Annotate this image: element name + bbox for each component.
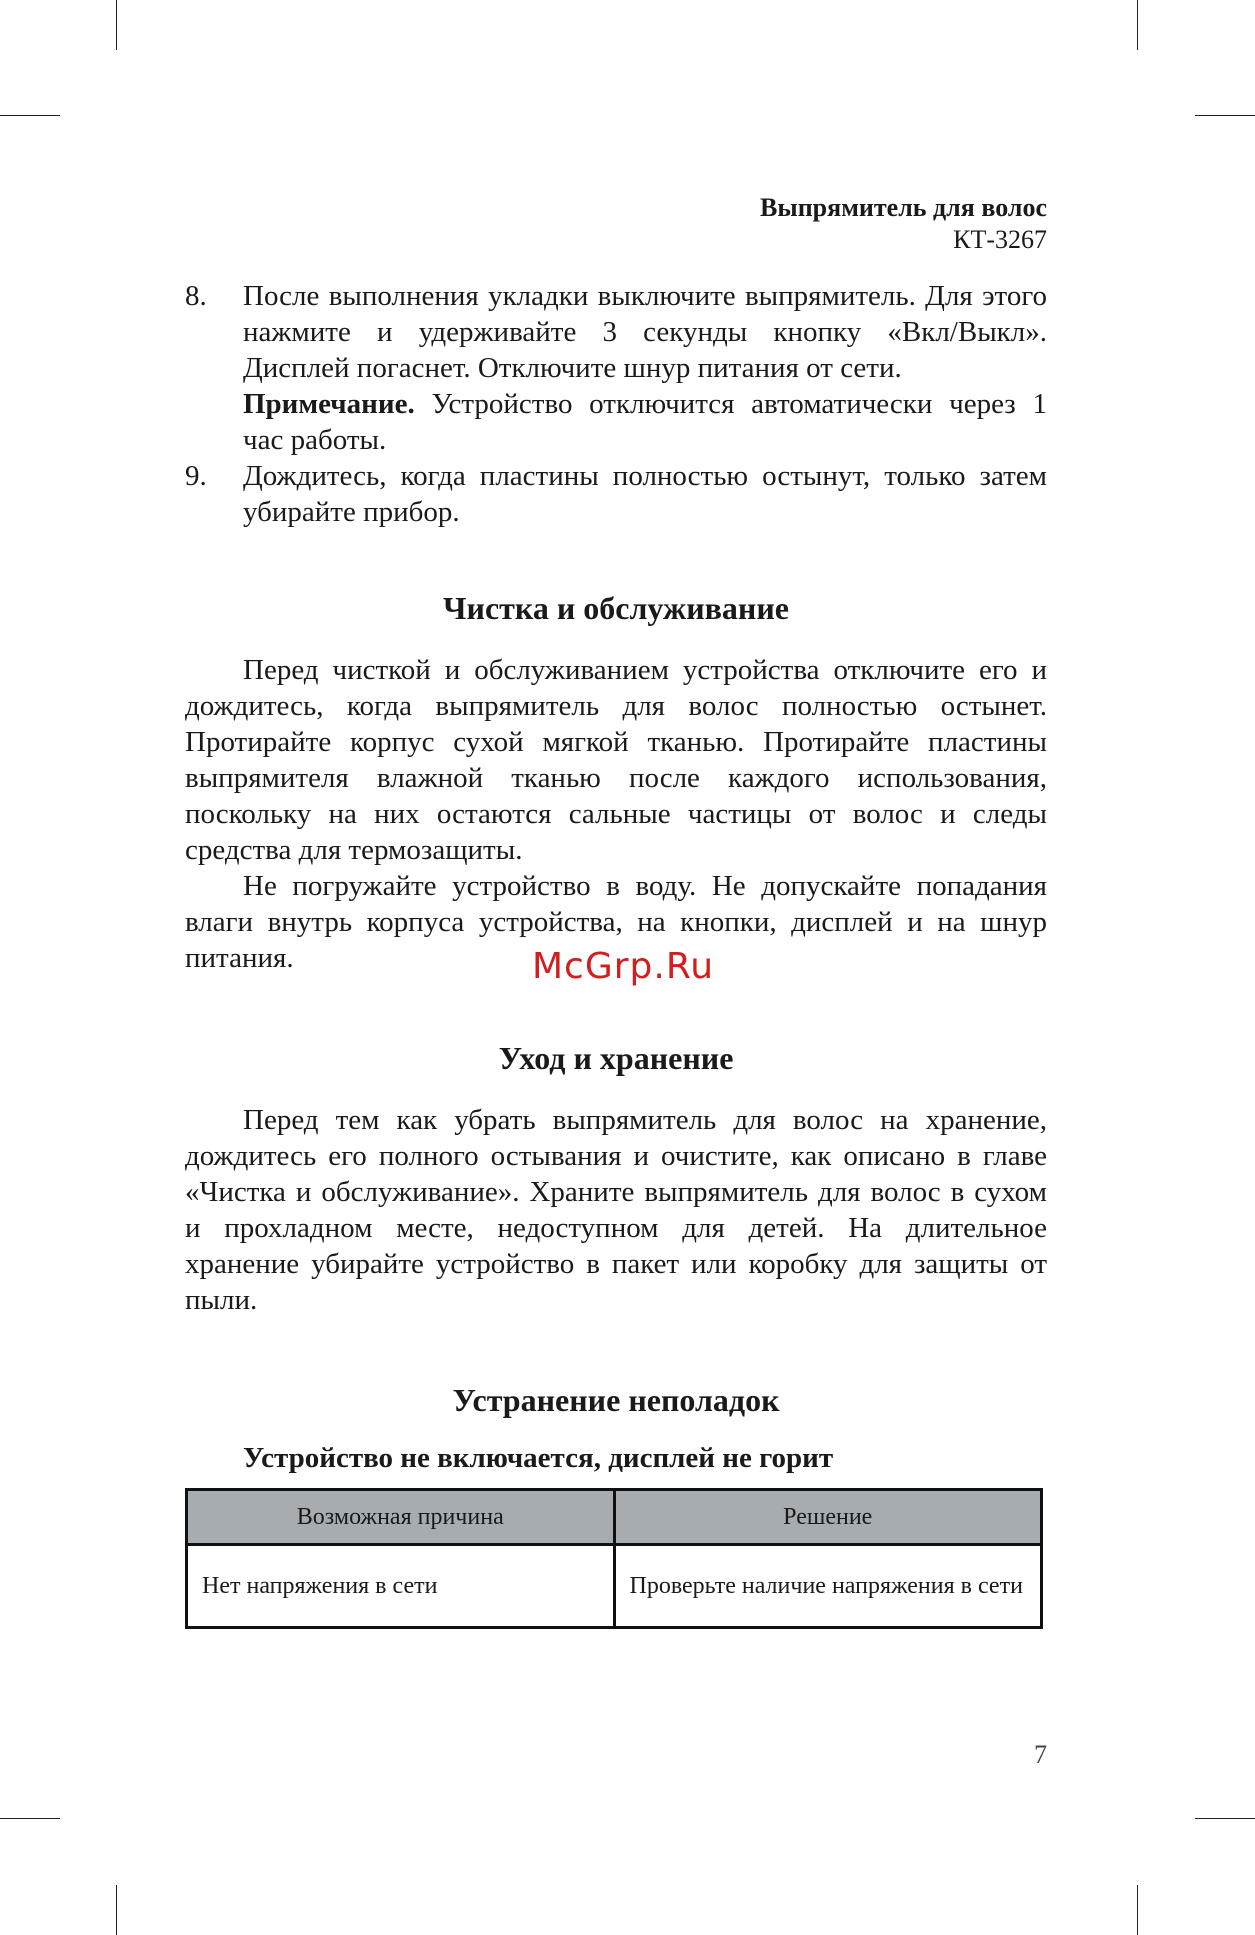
section-heading-storage: Уход и хранение xyxy=(498,1040,734,1076)
list-text: Дождитесь, когда пластины полностью остынут, только затем убирайте прибор. xyxy=(243,460,1047,528)
crop-mark xyxy=(0,1818,60,1819)
watermark: McGrp.Ru xyxy=(532,946,715,987)
list-item xyxy=(185,458,1047,530)
crop-mark xyxy=(1195,1818,1255,1819)
troubleshooting-table xyxy=(185,1488,1043,1629)
section-heading-troubleshooting: Устранение неполадок xyxy=(452,1382,780,1418)
header-title: Выпрямитель для волос xyxy=(760,193,1047,222)
note-label: Примечание. xyxy=(243,388,415,420)
column-header-cause: Возможная причина xyxy=(187,1490,615,1545)
problem-heading: Устройство не включается, дисплей не горит xyxy=(243,1442,834,1474)
list-item xyxy=(185,278,1047,458)
header-model: КТ-3267 xyxy=(953,225,1047,254)
page-number: 7 xyxy=(1034,1740,1047,1769)
paragraph: Перед чисткой и обслуживанием устройства отключите его и дождитесь, когда выпрямитель для волос полностью остынет. Протирайте корпус сухой мягкой тканью. Протирайте пластины выпрямителя влажной тканью после каждого использования, поскольку на них остаются сальные частицы от волос и следы средства для термозащиты. xyxy=(185,654,1047,866)
list-number: 9. xyxy=(185,460,207,492)
note-text: Устройство отключится автоматически через 1 час работы. xyxy=(243,388,1047,456)
crop-mark xyxy=(1137,0,1138,50)
section-heading-cleaning: Чистка и обслуживание xyxy=(443,590,789,626)
crop-mark xyxy=(116,0,117,50)
table-header-row xyxy=(187,1490,1042,1545)
paragraph: Не погружайте устройство в воду. Не допускайте попадания влаги внутрь корпуса устройства, на кнопки, дисплей и на шнур питания. xyxy=(185,870,1047,974)
running-header xyxy=(760,192,1047,256)
column-header-solution: Решение xyxy=(614,1490,1042,1545)
list-text: После выполнения укладки выключите выпрямитель. Для этого нажмите и удерживайте 3 секунды кнопку «Вкл/Выкл». Дисплей погаснет. Отключите шнур питания от сети. xyxy=(243,280,1047,384)
crop-mark xyxy=(1195,115,1255,116)
list-number: 8. xyxy=(185,280,207,312)
table-cell-solution: Проверьте наличие напряжения в сети xyxy=(614,1545,1042,1628)
table-cell-cause: Нет напряжения в сети xyxy=(187,1545,615,1628)
crop-mark xyxy=(116,1885,117,1935)
paragraph: Перед тем как убрать выпрямитель для волос на хранение, дождитесь его полного остывания и очистите, как описано в главе «Чистка и обслуживание». Храните выпрямитель для волос в сухом и прохладном месте, недоступном для детей. На длительное хранение убирайте устройство в пакет или коробку для защиты от пыли. xyxy=(185,1104,1047,1316)
note xyxy=(243,386,1047,458)
table-row xyxy=(187,1545,1042,1628)
crop-mark xyxy=(1137,1885,1138,1935)
crop-mark xyxy=(0,115,60,116)
